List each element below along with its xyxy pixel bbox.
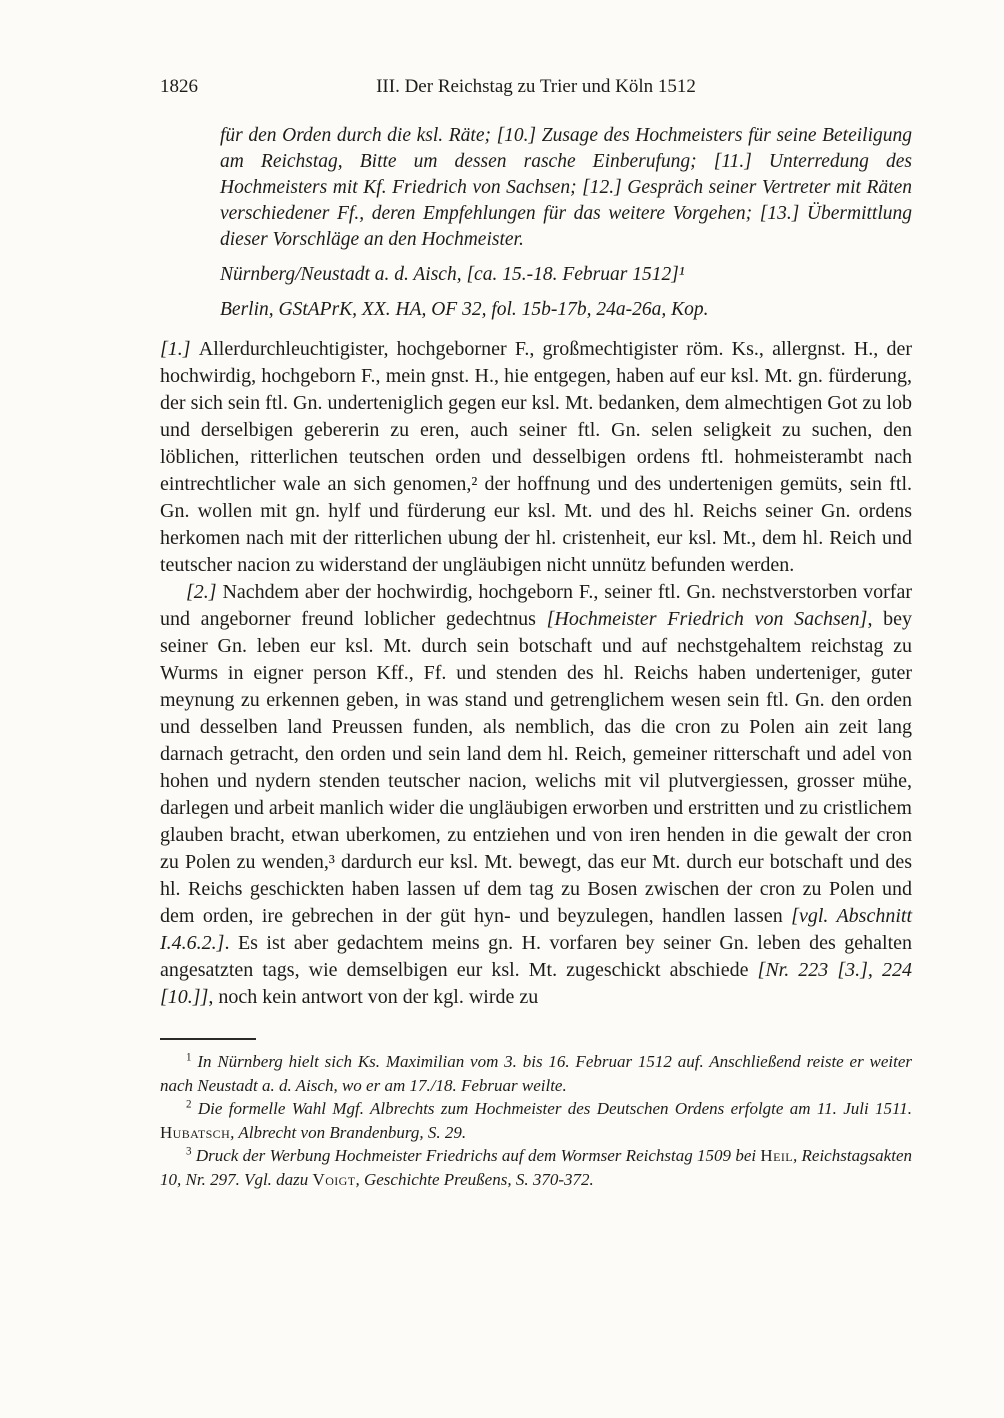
running-header-row bbox=[160, 76, 912, 102]
footnotes-section bbox=[160, 1038, 912, 1191]
footnote-1: $^1$ In Nürnberg hielt sich Ks. Maximilian vom 3. bis 16. Februar 1512 auf. Anschließend reiste er weiter nach Neustadt a. d. Aisch, wo er am 17./18. Februar weilte. bbox=[160, 1051, 912, 1095]
paragraph-2: [2.] Nachdem aber der hochwirdig, hochgeborn F., seiner ftl. Gn. nechstverstorben vorfar und angeborner freund loblicher gedechtnus [Hochmeister Friedrich von Sachsen], bey seiner Gn. leben eur ksl. Mt. durch sein botschaft und auf nechstgehaltem reichstag zu Wurms in eigner person Kff., Ff. und stenden des hl. Reichs haben underteniger, guter meynung zu erkennen geben, in was stand und getrenglichem wesen sein ftl. Gn. den orden und desselben land Preussen funden, als nemblich, das die cron zu Polen ain zeit lang darnach getracht, den orden und sein land dem hl. Reich, gemeiner ritterschaft und adel von hohen und nydern stenden teutscher nacion, welichs mit vil plutvergiessen, grosser mühe, darlegen und arbeit manlich wider die ungläubigen erworben und erstritten und zu cristlichem glauben bracht, etwan uberkomen, zu entziehen und von iren henden in die gewalt der cron zu Polen zu wenden,³ dardurch eur ksl. Mt. bewegt, das eur Mt. durch eur botschaft und des hl. Reichs geschickten haben lassen uf dem tag zu Bosen zwischen der cron zu Polen und dem orden, ire gebrechen in der güt hyn- und beyzulegen, handlen lassen [vgl. Abschnitt I.4.6.2.]. Es ist aber gedachtem meins gn. H. vorfaren bey seiner Gn. leben des gehalten angesatzten tags, wie demselbigen eur ksl. Mt. zugeschickt abschiede [Nr. 223 [3.], 224 [10.]], noch kein antwort von der kgl. wirde zu bbox=[160, 581, 913, 1008]
footnote-separator-rule bbox=[160, 1038, 256, 1040]
archival-source: Berlin, GStAPrK, XX. HA, OF 32, fol. 15b-17b, 24a-26a, Kop. bbox=[220, 299, 709, 320]
page-content bbox=[160, 76, 912, 1191]
dateline: Nürnberg/Neustadt a. d. Aisch, [ca. 15.-18. Februar 1512]¹ bbox=[220, 264, 685, 285]
document-summary bbox=[160, 123, 912, 323]
main-text bbox=[160, 336, 912, 1011]
running-header-title: III. Der Reichstag zu Trier und Köln 1512 bbox=[376, 76, 696, 97]
paragraph-1: [1.] Allerdurchleuchtigister, hochgeborner F., großmechtigister röm. Ks., allergnst. H., der hochwirdig, hochgeborn F., mein gnst. H., hie entgegen, haben auf eur ksl. Mt. gn. fürderung, der sich sein ftl. Gn. underteniglich gegen eur ksl. Mt. bedanken, dem almechtigen Got zu lob und derselbigen gebererin zu eren, auch seiner ftl. Gn. selen seligkeit zu suchen, den löblichen, ritterlichen teutschen orden und desselbigen ordens ftl. hohmeisterambt nach eintrechtlicher wale an sich genomen,² der hoffnung und des undertenigen gemüts, sein ftl. Gn. wollen mit gn. hylf und fürderung eur ksl. Mt. und des hl. Reichs seiner Gn. ordens herkomen nach mit der ritterlichen ubung der hl. cristenheit, eur ksl. Mt., dem hl. Reich und teutscher nacion zu widerstand der ungläubigen nicht unnütz befunden werden. bbox=[160, 338, 912, 576]
footnote-3: $^3$ Druck der Werbung Hochmeister Friedrichs auf dem Wormser Reichstag 1509 bei Heil, Reichstagsakten 10, Nr. 297. Vgl. dazu Voigt, Geschichte Preußens, S. 370-372. bbox=[160, 1145, 912, 1189]
summary-paragraph: für den Orden durch die ksl. Räte; [10.] Zusage des Hochmeisters für seine Beteiligung am Reichstag, Bitte um dessen rasche Einberufung; [11.] Unterredung des Hochmeisters mit Kf. Friedrich von Sachsen; [12.] Gespräch seiner Vertreter mit Räten verschiedener Ff., deren Empfehlungen für das weitere Vorgehen; [13.] Übermittlung dieser Vorschläge an den Hochmeister. bbox=[220, 125, 912, 250]
page-number: 1826 bbox=[160, 76, 198, 97]
footnote-2: $^2$ Die formelle Wahl Mgf. Albrechts zum Hochmeister des Deutschen Ordens erfolgte am 11. Juli 1511. Hubatsch, Albrecht von Brandenburg, S. 29. bbox=[160, 1098, 912, 1142]
